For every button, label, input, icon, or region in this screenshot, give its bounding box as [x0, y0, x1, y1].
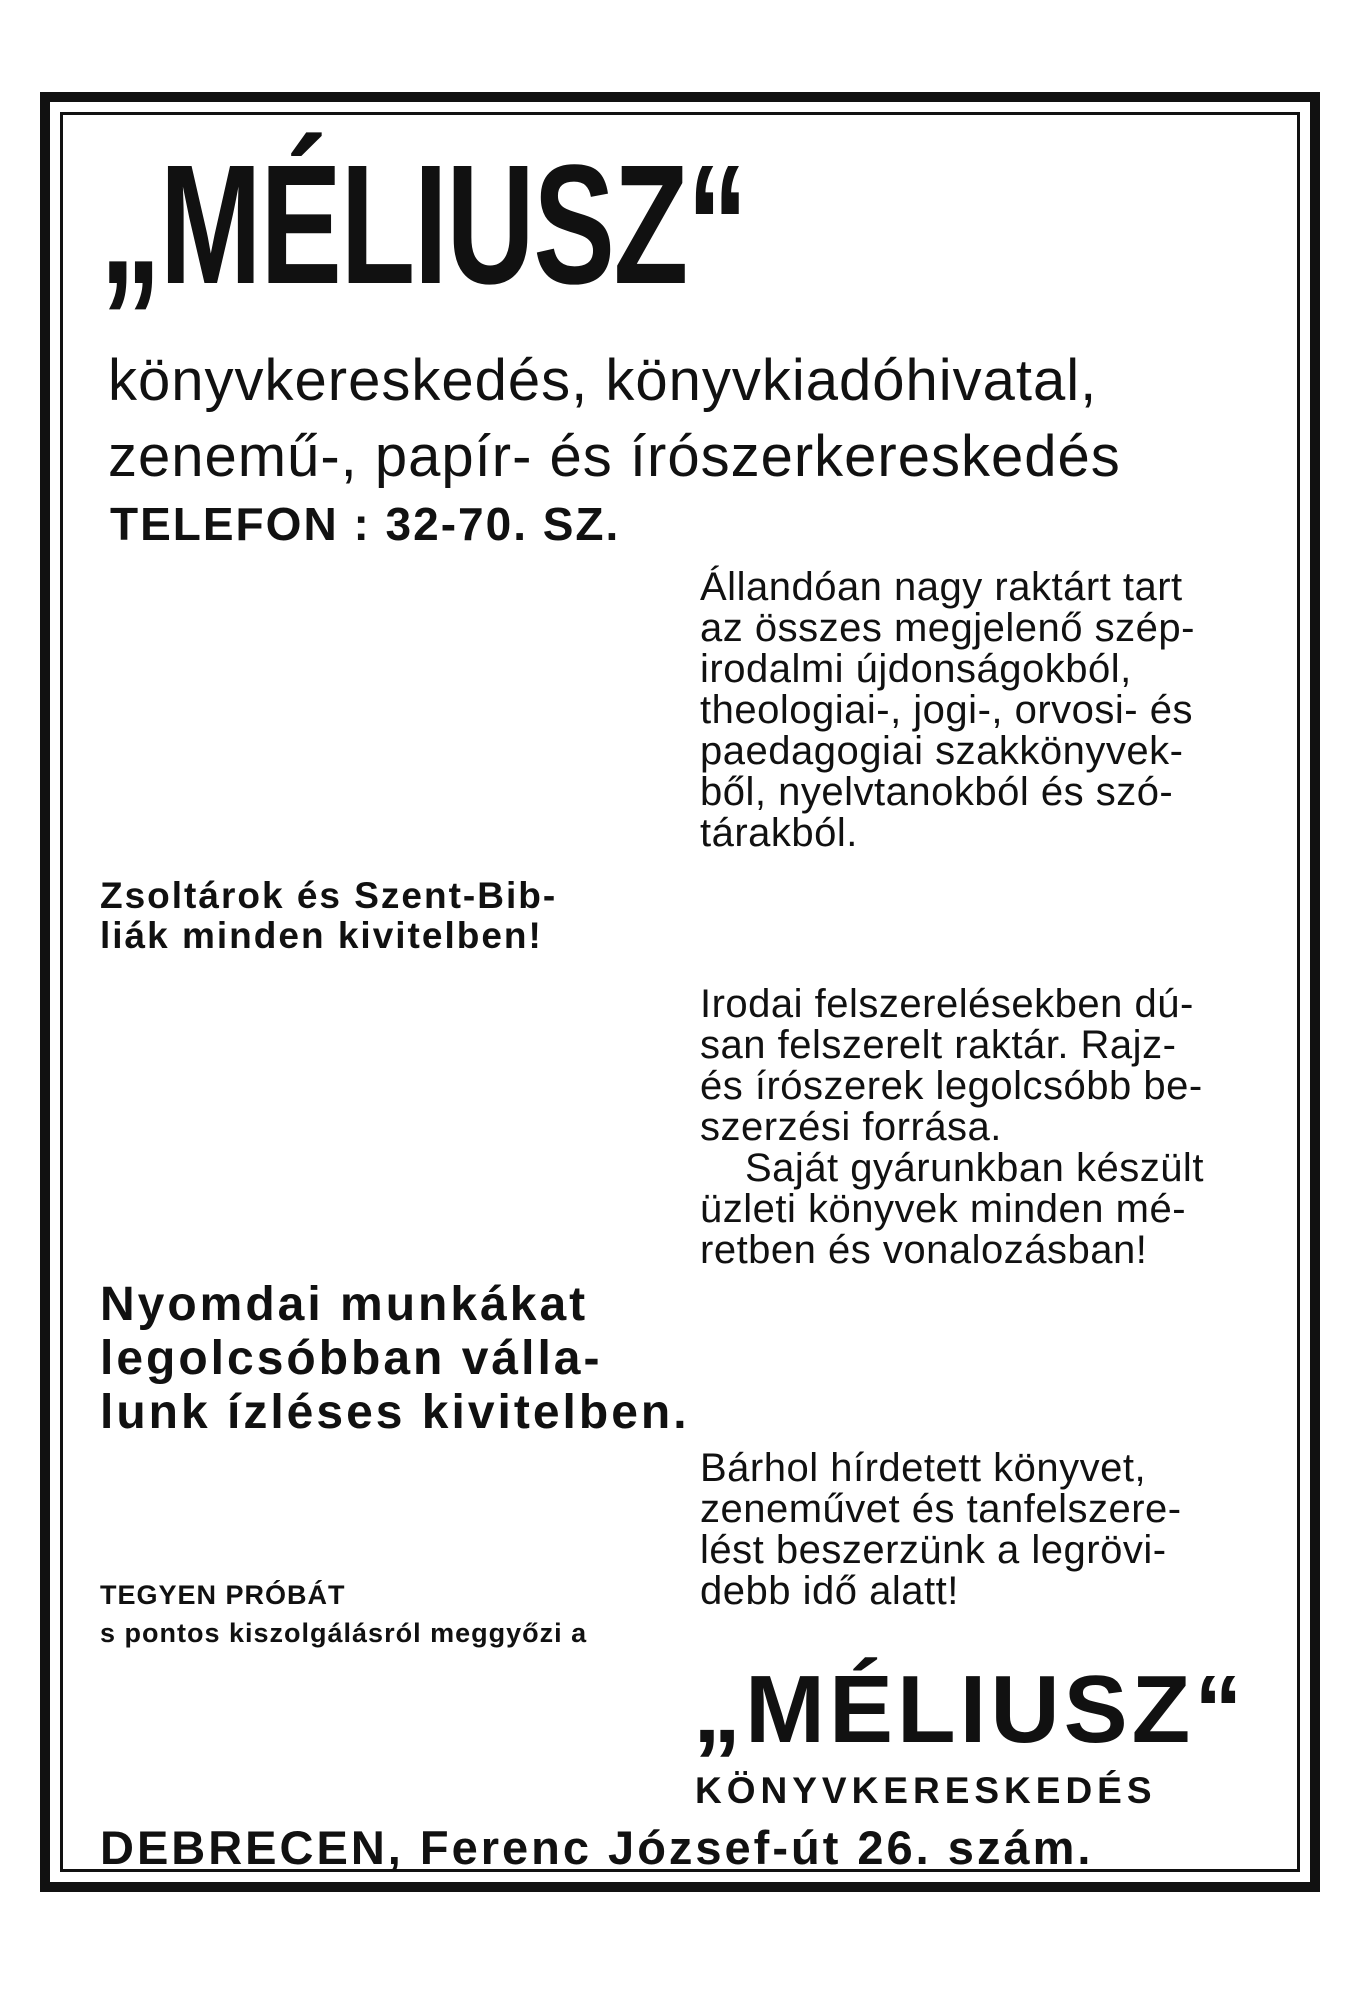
order-line-2: zeneművet és tanfelszere-	[700, 1487, 1182, 1531]
office-line-1: Irodai felszerelésekben dú-	[700, 982, 1194, 1026]
bible-line-1: Zsoltárok és Szent-Bib-	[100, 875, 558, 916]
office-line-3: és írószerek legolcsóbb be-	[700, 1064, 1203, 1108]
office-line-4: szerzési forrása.	[700, 1105, 1002, 1149]
stock-line-2: az összes megjelenő szép-	[700, 606, 1195, 650]
print-line-3: lunk ízléses kivitelben.	[100, 1386, 690, 1439]
stock-line-3: irodalmi újdonságokból,	[700, 647, 1132, 691]
stock-line-4: theologiai-, jogi-, orvosi- és	[700, 688, 1193, 732]
print-line-2: legolcsóbban válla-	[100, 1332, 603, 1385]
office-line-6: üzleti könyvek minden mé-	[700, 1187, 1187, 1231]
order-line-1: Bárhol hírdetett könyvet,	[700, 1446, 1147, 1490]
try-line-2: s pontos kiszolgálásról meggyőzi a	[100, 1618, 588, 1648]
office-line-7: retben és vonalozásban!	[700, 1228, 1148, 1272]
try-line-1: TEGYEN PRÓBÁT	[100, 1580, 346, 1610]
stock-line-1: Állandóan nagy raktárt tart	[700, 565, 1183, 609]
office-line-5: Saját gyárunkban készült	[745, 1146, 1204, 1190]
address-line: DEBRECEN, Ferenc József-út 26. szám.	[100, 1821, 1094, 1874]
bible-line-2: liák minden kivitelben!	[100, 915, 543, 956]
signature-subtitle: KÖNYVKERESKEDÉS	[695, 1770, 1157, 1811]
subtitle-line-2: zenemű-, papír- és írószerkereskedés	[108, 424, 1121, 489]
subtitle-line-1: könyvkereskedés, könyvkiadóhivatal,	[108, 348, 1098, 413]
office-line-2: san felszerelt raktár. Rajz-	[700, 1023, 1177, 1067]
phone-number: TELEFON : 32-70. SZ.	[110, 498, 621, 550]
print-line-1: Nyomdai munkákat	[100, 1278, 589, 1331]
stock-line-5: paedagogiai szakkönyvek-	[700, 729, 1184, 773]
order-line-3: lést beszerzünk a legrövi-	[700, 1528, 1167, 1572]
stock-line-6: ből, nyelvtanokból és szó-	[700, 770, 1174, 814]
company-title: „MÉLIUSZ“	[100, 130, 747, 320]
stock-line-7: tárakból.	[700, 811, 858, 855]
order-line-4: debb idő alatt!	[700, 1569, 959, 1613]
signature-name: „MÉLIUSZ“	[693, 1656, 1247, 1763]
